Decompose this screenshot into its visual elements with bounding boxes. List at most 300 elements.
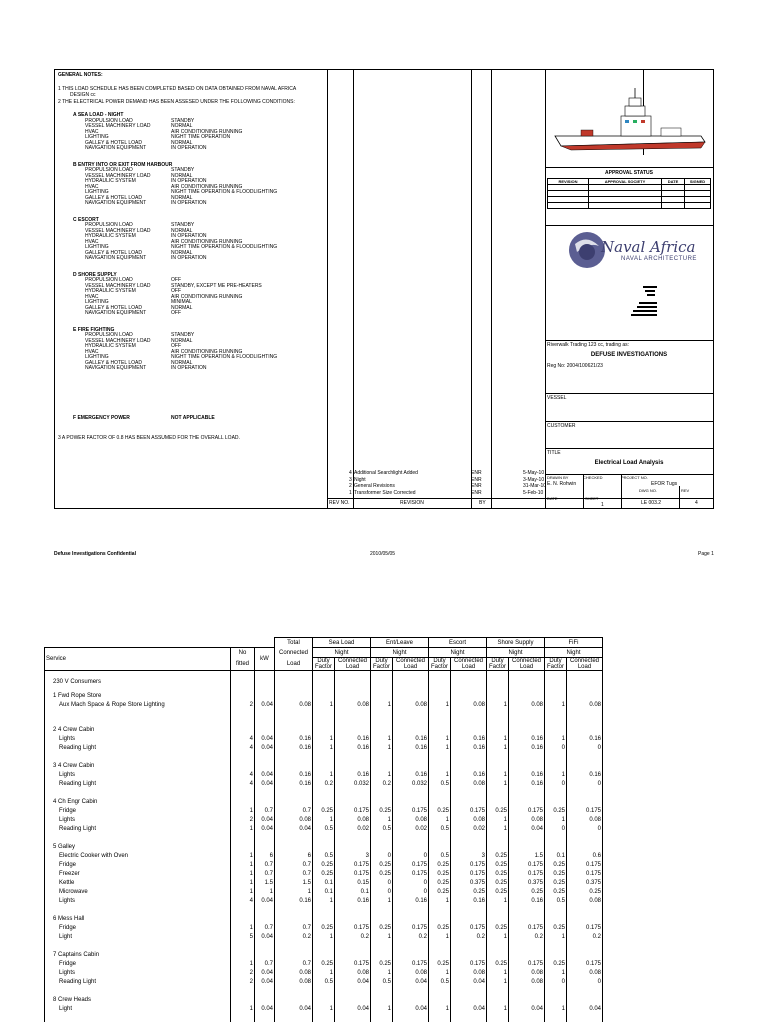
hdr-connected-sub: Connected <box>395 658 426 664</box>
table-row <box>45 977 603 986</box>
condition-value: OFF <box>171 288 181 294</box>
table-cell: 0.25 <box>567 887 603 896</box>
table-cell: 0.7 <box>275 869 313 878</box>
table-cell: 0.16 <box>275 896 313 905</box>
table-cell: 1 <box>371 743 393 752</box>
revision-description: General Revisions <box>354 483 395 489</box>
table-cell: 1 <box>487 977 509 986</box>
table-cell: 1 <box>231 959 255 968</box>
revision-date: 3-May-10 <box>523 476 545 483</box>
condition-item: VESSEL MACHINERY LOAD <box>85 123 151 129</box>
table-cell: 0.08 <box>567 896 603 905</box>
table-cell: 1 <box>231 824 255 833</box>
revision-no: 1 <box>349 489 352 496</box>
table-cell: 0.08 <box>509 968 545 977</box>
table-row <box>45 869 603 878</box>
table-cell: 0.04 <box>509 824 545 833</box>
table-cell: 1 <box>313 700 335 709</box>
table-cell: 0.5 <box>429 824 451 833</box>
table-cell: 0.2 <box>335 932 371 941</box>
table-cell: 0.175 <box>393 860 429 869</box>
condition-item: LIGHTING <box>85 299 109 305</box>
table-cell: 0.04 <box>255 824 275 833</box>
table-cell: 0.16 <box>393 734 429 743</box>
group-title: 1 Fwd Rope Store <box>45 691 231 700</box>
condition-item: PROPULSION LOAD <box>85 277 133 283</box>
vessel-label: VESSEL <box>547 395 567 401</box>
condition-value: NORMAL <box>171 249 193 256</box>
table-row <box>45 878 603 887</box>
table-cell: 0.16 <box>451 743 487 752</box>
hdr-duty: Duty <box>317 658 330 664</box>
table-cell: 1 <box>487 734 509 743</box>
table-cell: 0.7 <box>255 959 275 968</box>
table-cell: 1 <box>231 860 255 869</box>
table-cell: 0.5 <box>313 824 335 833</box>
table-cell: 0.08 <box>275 968 313 977</box>
hdr-factor: Factor <box>488 664 506 670</box>
divider <box>583 474 584 508</box>
service-name: Light <box>45 1004 231 1013</box>
service-name: Electric Cooker with Oven <box>45 851 231 860</box>
table-cell: 3 <box>335 851 371 860</box>
table-cell: 1 <box>487 700 509 709</box>
drawn-by-label: DRAWN BY <box>547 475 569 480</box>
table-cell: 2 <box>231 968 255 977</box>
condition-value: OFF <box>171 277 181 283</box>
service-name: Fridge <box>45 923 231 932</box>
logo-subtext: NAVAL ARCHITECTURE <box>621 256 697 262</box>
table-row <box>45 806 603 815</box>
condition-value: AIR CONDITIONING RUNNING <box>171 183 243 190</box>
table-cell: 0.5 <box>429 779 451 788</box>
service-name: Lights <box>45 968 231 977</box>
table-cell: 0.08 <box>335 968 371 977</box>
hdr-factor: Factor <box>314 664 332 670</box>
table-cell: 0.25 <box>313 869 335 878</box>
condition-item: HYDRAULIC SYSTEM <box>85 288 136 294</box>
table-cell: 1 <box>429 734 451 743</box>
table-cell: 0.7 <box>255 869 275 878</box>
condition-value: AIR CONDITIONING RUNNING <box>171 348 243 355</box>
table-cell: 1 <box>371 700 393 709</box>
table-cell: 0.375 <box>509 878 545 887</box>
hdr-load: Load <box>275 658 313 671</box>
table-cell: 1 <box>545 1004 567 1013</box>
table-cell: 0.25 <box>545 878 567 887</box>
table-cell: 0.25 <box>487 860 509 869</box>
divider <box>491 70 492 508</box>
table-row <box>45 1004 603 1013</box>
revision-date: 5-Feb-10 <box>523 489 544 496</box>
table-cell: 0.25 <box>487 959 509 968</box>
condition-item: PROPULSION LOAD <box>85 117 133 124</box>
table-cell: 0.5 <box>429 851 451 860</box>
hdr-duty: Duty <box>433 658 446 664</box>
table-cell: 0.08 <box>275 700 313 709</box>
table-cell: 1 <box>313 896 335 905</box>
condition-value: NIGHT TIME OPERATION & FLOODLIGHTING <box>171 244 278 250</box>
table-cell: 1 <box>545 815 567 824</box>
table-cell: 0.25 <box>545 806 567 815</box>
table-cell: 0.175 <box>393 959 429 968</box>
condition-item: HVAC <box>85 128 99 135</box>
table-cell: 0.25 <box>487 878 509 887</box>
table-cell: 0 <box>371 887 393 896</box>
table-cell: 1 <box>231 878 255 887</box>
table-cell: 0.25 <box>313 860 335 869</box>
table-cell: 0.1 <box>545 851 567 860</box>
condition-value: NORMAL <box>171 123 193 129</box>
condition-value: NORMAL <box>171 337 193 344</box>
table-cell: 0.032 <box>335 779 371 788</box>
table-cell: 0.175 <box>335 869 371 878</box>
registration-number: Reg No: 2004/100621/23 <box>547 363 603 369</box>
table-cell: 0.16 <box>393 770 429 779</box>
table-cell: 0 <box>567 743 603 752</box>
document-title: Electrical Load Analysis <box>594 460 664 466</box>
table-cell: 1 <box>231 806 255 815</box>
condition-item: LIGHTING <box>85 134 109 140</box>
footer-page: Page 1 <box>698 551 714 557</box>
footer-left: Defuse Investigations Confidential <box>54 551 136 557</box>
table-cell: 0 <box>393 878 429 887</box>
table-cell: 0.175 <box>451 869 487 878</box>
table-cell: 0.175 <box>393 923 429 932</box>
service-name: Lights <box>45 815 231 824</box>
condition-item: HVAC <box>85 183 99 190</box>
condition-value: NIGHT TIME OPERATION <box>171 134 231 140</box>
table-cell: 1 <box>429 743 451 752</box>
table-cell: 1 <box>487 824 509 833</box>
table-cell: 0.2 <box>509 932 545 941</box>
hdr-shore: Shore Supply <box>487 638 545 648</box>
customer-label: CUSTOMER <box>547 423 576 429</box>
table-cell: 0 <box>567 779 603 788</box>
rule <box>545 340 713 341</box>
table-cell: 0 <box>545 977 567 986</box>
rule <box>545 448 713 449</box>
table-cell: 0.16 <box>509 770 545 779</box>
footer-date: 2010/05/05 <box>370 551 396 557</box>
hdr-factor: Factor <box>430 664 448 670</box>
table-row <box>45 824 603 833</box>
hdr-connected-sub: Connected <box>337 658 368 664</box>
table-cell: 0.16 <box>567 734 603 743</box>
divider <box>353 70 354 508</box>
table-cell: 0.04 <box>255 770 275 779</box>
table-cell: 0.04 <box>255 700 275 709</box>
table-row <box>45 860 603 869</box>
service-name: Lights <box>45 896 231 905</box>
table-cell: 1 <box>487 770 509 779</box>
table-cell: 1 <box>545 700 567 709</box>
table-cell: 0.25 <box>429 869 451 878</box>
condition-item: HVAC <box>85 238 99 245</box>
table-cell: 1 <box>429 1004 451 1013</box>
condition-title: D SHORE SUPPLY <box>73 271 117 278</box>
table-cell: 1 <box>545 734 567 743</box>
table-cell: 0.25 <box>313 806 335 815</box>
condition-title: C ESCORT <box>73 216 99 223</box>
table-cell: 0.175 <box>393 869 429 878</box>
table-cell: 1 <box>313 968 335 977</box>
table-cell: 0.25 <box>371 860 393 869</box>
service-name: Reading Light <box>45 779 231 788</box>
table-cell: 0.25 <box>545 959 567 968</box>
condition-title: E FIRE FIGHTING <box>73 326 115 333</box>
table-cell: 0.25 <box>487 851 509 860</box>
table-cell: 0.7 <box>255 923 275 932</box>
table-cell: 0.16 <box>393 743 429 752</box>
hdr-night-escort: Night <box>429 648 487 658</box>
table-cell: 0.175 <box>509 923 545 932</box>
table-cell: 0.04 <box>335 1004 371 1013</box>
table-cell: 0.16 <box>509 779 545 788</box>
table-cell: 0.16 <box>335 734 371 743</box>
table-cell: 0.7 <box>275 923 313 932</box>
table-cell: 1 <box>429 968 451 977</box>
revision-date: 5-May-10 <box>523 470 545 476</box>
drawn-by: E. N. Rohwin <box>547 481 577 487</box>
rule <box>327 498 713 499</box>
table-cell: 0.5 <box>429 977 451 986</box>
checked-label: CHECKED <box>583 475 603 480</box>
revision-by: ENR <box>471 483 482 489</box>
table-cell: 1.5 <box>275 878 313 887</box>
table-cell: 4 <box>231 734 255 743</box>
condition-value: STANDBY <box>171 167 195 173</box>
title-label: TITLE <box>547 450 561 456</box>
table-cell: 0.08 <box>451 968 487 977</box>
condition-item: PROPULSION LOAD <box>85 332 133 338</box>
table-cell: 1 <box>313 734 335 743</box>
service-name: Freezer <box>45 869 231 878</box>
rule <box>545 393 713 394</box>
table-cell: 0.02 <box>451 824 487 833</box>
condition-item: NAVIGATION EQUIPMENT <box>85 255 147 261</box>
condition-item: LIGHTING <box>85 244 109 250</box>
table-cell: 0.2 <box>567 932 603 941</box>
emergency-value: NOT APPLICABLE <box>171 415 215 421</box>
hdr-load-sub: Load <box>403 664 418 670</box>
table-cell: 0.16 <box>451 734 487 743</box>
revision-description: Additional Searchlight Added <box>354 470 418 476</box>
table-cell: 0.04 <box>393 977 429 986</box>
section-title: 230 V Consumers <box>45 677 231 686</box>
table-cell: 0.175 <box>509 860 545 869</box>
condition-item: GALLEY & HOTEL LOAD <box>85 139 142 146</box>
table-cell: 0.175 <box>451 806 487 815</box>
table-cell: 0.25 <box>451 887 487 896</box>
table-cell: 0 <box>371 878 393 887</box>
table-cell: 0.04 <box>255 1004 275 1013</box>
condition-item: GALLEY & HOTEL LOAD <box>85 194 142 201</box>
condition-value: NORMAL <box>171 304 193 311</box>
condition-value: AIR CONDITIONING RUNNING <box>171 128 243 135</box>
table-cell: 0.7 <box>275 860 313 869</box>
table-cell: 0.1 <box>335 887 371 896</box>
table-cell: 0.7 <box>275 959 313 968</box>
table-cell: 4 <box>231 770 255 779</box>
table-cell: 0.04 <box>255 968 275 977</box>
table-cell: 0.02 <box>393 824 429 833</box>
hdr-sea: Sea Load <box>313 638 371 648</box>
table-cell: 0.08 <box>567 815 603 824</box>
condition-item: HYDRAULIC SYSTEM <box>85 343 136 349</box>
condition-value: NIGHT TIME OPERATION & FLOODLIGHTING <box>171 354 278 360</box>
service-name: Fridge <box>45 860 231 869</box>
table-cell: 1 <box>231 887 255 896</box>
condition-value: IN OPERATION <box>171 255 207 261</box>
table-cell: 0.16 <box>275 743 313 752</box>
table-row <box>45 770 603 779</box>
table-cell: 0.08 <box>567 700 603 709</box>
table-cell: 0.25 <box>487 869 509 878</box>
table-cell: 2 <box>231 700 255 709</box>
table-cell: 0.16 <box>567 770 603 779</box>
table-cell: 0.16 <box>335 770 371 779</box>
table-cell: 0.04 <box>509 1004 545 1013</box>
table-cell: 1 <box>371 932 393 941</box>
condition-item: VESSEL MACHINERY LOAD <box>85 227 151 234</box>
group-title: 3 4 Crew Cabin <box>45 761 231 770</box>
hdr-connected-load <box>567 658 603 671</box>
condition-item: GALLEY & HOTEL LOAD <box>85 304 142 311</box>
table-row <box>45 734 603 743</box>
table-cell: 0.2 <box>451 932 487 941</box>
revision-by: ENR <box>471 476 482 483</box>
condition-value: IN OPERATION <box>171 178 207 184</box>
table-cell: 1 <box>371 770 393 779</box>
table-cell: 1 <box>487 815 509 824</box>
table-cell: 1 <box>429 770 451 779</box>
hdr-night-sea: Night <box>313 648 371 658</box>
condition-item: VESSEL MACHINERY LOAD <box>85 172 151 179</box>
condition-item: GALLEY & HOTEL LOAD <box>85 249 142 256</box>
revision-description: Transformer Size Corrected <box>354 489 416 496</box>
by-label: BY <box>479 500 486 506</box>
hdr-factor: Factor <box>546 664 564 670</box>
table-row <box>45 932 603 941</box>
table-cell: 1 <box>371 896 393 905</box>
condition-item: VESSEL MACHINERY LOAD <box>85 282 151 289</box>
table-cell: 0.175 <box>509 869 545 878</box>
table-cell: 1 <box>371 815 393 824</box>
table-cell: 0.16 <box>335 896 371 905</box>
table-cell: 0.16 <box>451 770 487 779</box>
table-cell: 0.175 <box>335 860 371 869</box>
revision-no: 4 <box>349 470 352 476</box>
table-cell: 1 <box>371 734 393 743</box>
hdr-connected-load <box>509 658 545 671</box>
hdr-escort: Escort <box>429 638 487 648</box>
table-cell: 0.08 <box>335 700 371 709</box>
rev-number: 4 <box>695 500 698 506</box>
group-title: 8 Crew Heads <box>45 995 231 1004</box>
table-cell: 6 <box>275 851 313 860</box>
condition-item: NAVIGATION EQUIPMENT <box>85 200 147 206</box>
table-cell: 0.16 <box>275 734 313 743</box>
condition-item: PROPULSION LOAD <box>85 222 133 228</box>
table-cell: 0.04 <box>255 896 275 905</box>
table-cell: 0.7 <box>255 806 275 815</box>
divider <box>471 70 472 508</box>
table-cell: 0.175 <box>335 806 371 815</box>
table-cell: 0.04 <box>255 743 275 752</box>
service-name: Lights <box>45 770 231 779</box>
table-cell: 0.25 <box>429 887 451 896</box>
table-cell: 1 <box>545 770 567 779</box>
hdr-night-shore: Night <box>487 648 545 658</box>
hdr-load-sub: Load <box>577 664 592 670</box>
hdr-no: No <box>231 648 255 658</box>
table-cell: 1 <box>429 700 451 709</box>
table-cell: 0.25 <box>487 887 509 896</box>
rev-no-label: REV NO. <box>329 500 350 506</box>
condition-item: VESSEL MACHINERY LOAD <box>85 337 151 344</box>
address-block <box>603 284 659 330</box>
table-cell: 0.04 <box>451 1004 487 1013</box>
table-cell: 0 <box>545 743 567 752</box>
condition-title: A SEA LOAD - NIGHT <box>73 112 124 118</box>
condition-value: NORMAL <box>171 227 193 234</box>
table-cell: 1 <box>429 932 451 941</box>
condition-value: IN OPERATION <box>171 200 207 206</box>
note-1: 1 THIS LOAD SCHEDULE HAS BEEN COMPLETED BASED ON DATA OBTAINED FROM NAVAL AFRICA <box>58 86 297 92</box>
condition-item: HVAC <box>85 293 99 300</box>
condition-value: OFF <box>171 343 181 349</box>
approval-table <box>547 178 711 209</box>
table-cell: 0.375 <box>567 878 603 887</box>
service-name: Reading Light <box>45 824 231 833</box>
drawing-sheet <box>54 69 714 509</box>
hdr-connected-load <box>393 658 429 671</box>
project-label: PROJECT NO. <box>621 475 648 480</box>
condition-value: STANDBY, EXCEPT ME PRE-HEATERS <box>171 282 262 289</box>
table-cell: 1 <box>487 968 509 977</box>
table-cell: 0.25 <box>487 923 509 932</box>
table-cell: 0.25 <box>545 860 567 869</box>
revision-no: 3 <box>349 476 352 483</box>
table-cell: 1 <box>545 932 567 941</box>
company-name: DEFUSE INVESTIGATIONS <box>590 352 668 358</box>
hdr-load-sub: Load <box>519 664 534 670</box>
table-cell: 0.2 <box>275 932 313 941</box>
owner-line: Riverwalk Trading 123 cc, trading as: <box>547 342 629 348</box>
table-cell: 1 <box>487 932 509 941</box>
condition-item: LIGHTING <box>85 189 109 195</box>
hdr-connected-sub: Connected <box>569 658 600 664</box>
condition-item: NAVIGATION EQUIPMENT <box>85 145 147 151</box>
revision-no: 2 <box>349 483 352 489</box>
table-cell: 0.25 <box>371 923 393 932</box>
table-cell: 1 <box>429 815 451 824</box>
table-cell: 0.16 <box>393 896 429 905</box>
table-cell: 0.175 <box>509 806 545 815</box>
table-cell: 0.08 <box>509 977 545 986</box>
service-name: Light <box>45 932 231 941</box>
table-cell: 0.175 <box>451 959 487 968</box>
condition-value: STANDBY <box>171 117 195 124</box>
approval-status-title: APPROVAL STATUS <box>605 170 653 176</box>
table-cell: 0.25 <box>545 869 567 878</box>
condition-item: PROPULSION LOAD <box>85 167 133 173</box>
condition-item: HVAC <box>85 348 99 355</box>
table-cell: 0.08 <box>393 700 429 709</box>
sheet-label: SHEET <box>585 496 599 501</box>
table-cell: 3 <box>451 851 487 860</box>
